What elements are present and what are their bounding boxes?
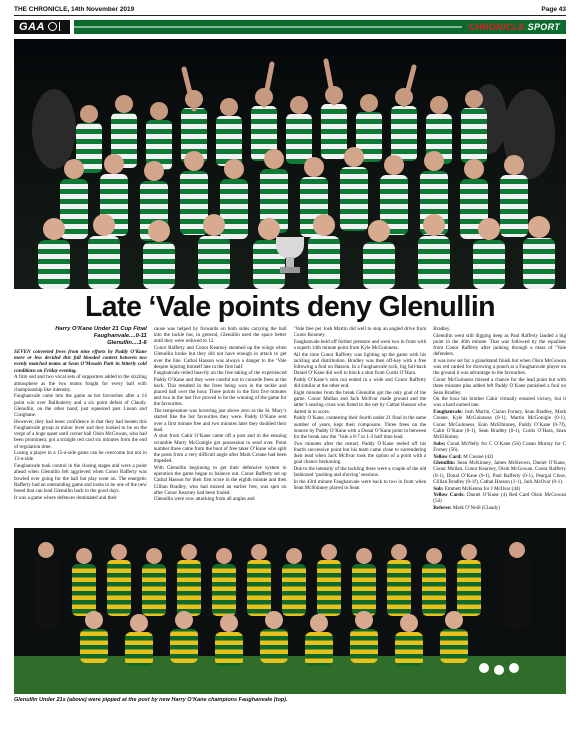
paragraph: Conor Rafferty and Conor Kearney steamed up the wings when Glenullin broke but they did not have enough in attack to get over the line. Cathal Hasson was always a danger to the ‘Vale despite injuring himself late in the first half.	[153, 345, 287, 370]
article-body	[14, 326, 566, 524]
masthead-title: THE CHRONICLE, 14th November 2019	[14, 5, 135, 13]
lead-paragraph: SEVEN converted frees from nine efforts by Paddy O’Kane more or less decided this full blooded contest between two evenly matched teams at Sean O’Mosain Park in bitterly cold conditions on Friday evening.	[14, 349, 147, 374]
paragraph: Losing a player in a 15-a-side game can be overcome but not in 13-a-side.	[14, 450, 147, 463]
paragraph: A firm sod and two vocal sets of supporters added to the sizzling atmosphere as the two teams fought for every ball with championship like intensity.	[14, 374, 147, 393]
paragraph: ‘Vale free per Josh Martin did well to stop an angled drive from Conor Kearney.	[293, 326, 427, 339]
paragraph: Glenullin were now attacking from all angles and	[153, 496, 255, 503]
section-header	[14, 19, 566, 35]
paragraph: Faughanvale took control in the closing stages and were a point ahead when Glenullin felt aggrieved when Conor Rafferty was bowled over going for the ball but play went on. The energetic Rafferty had an outstanding game and looks to be one of the new breed that can lead Glenullin back to the good days.	[14, 463, 147, 494]
photo-caption: Glenullin Under 21s (above) were pipped at the post by new Harry O’Kane champions Faughanvale (top).	[14, 697, 288, 703]
paragraph: It was now set for a grandstand finish but when Oisin McGowan was red carded for throwing a punch at a Faughanvale player on the ground it was advantage to the favourites.	[433, 358, 566, 377]
glenullin-lineup: Glenullin: Sean McKinney, James McKeown, Daniel O’Kane, Conor Mullan, Conor Kearney, Oisin McGowan, Conor Rafferty (0-1), Donal O’Kane (0-1), Paul Rafferty (0-1), Peargal Close, Cillian Bradley (0-1f), Cathal Hasson (1-1), Jack McIlvar (0-1).	[433, 460, 566, 485]
paragraph: Due to the intensity of the tackling there were a couple of the old fashioned ‘pushing and shoving’ sessions.	[293, 465, 427, 479]
gaa-logo: GAA	[14, 20, 70, 34]
referee: Referee: Mark O’Neill (Claudy)	[433, 505, 501, 512]
paragraph: With Glenullin beginning to get their defensive system in operation the game began to balance out. Conor Rafferty set up Cathal Hasson for their first score in the eighth minute and then Cillian Bradley, who had missed an earlier free, was spot on after Conor Kearney had been fouled.	[153, 464, 287, 496]
brand-main: CHRONICLE	[468, 22, 525, 32]
chronicle-sport-brand	[462, 20, 566, 34]
brand-sub: SPORT	[527, 22, 560, 32]
paragraph: Faughanvale held off further pressure and went two in front with a superb 14th minute point from Kyle McGuinness.	[293, 338, 427, 352]
glenullin-team-photo	[14, 528, 566, 694]
match-result-subhead: Harry O’Kane Under 21 Cup Final Faughanvale....0-11 Glenullin....1-6	[55, 326, 147, 346]
header-stripe	[74, 20, 463, 34]
paragraph: Paddy O’Kane, contesting their fourth under 21 final in the same number of years, kept their composure. Three frees on the bounce by Paddy O’Kane with a Donal O’Kane point in between for the break saw the ‘Vale a 0-7 to 1-3 half time lead.	[293, 415, 427, 440]
masthead-rule	[14, 15, 566, 16]
paragraph: cause was helped by forwards on both sides carrying the ball into the tackle but, in general, Glenullin used the space better until they were reduced to 12.	[153, 326, 287, 345]
paragraph: In the 43rd minute Faughanvale were back to two in front when Sean McShinney played in Sean	[293, 478, 427, 492]
article-headline: Late ‘Vale points deny Glenullin	[85, 291, 495, 323]
article-column-3	[294, 326, 427, 524]
paragraph: A shot from Cahir O’Kane came off a post and in the ensuing scramble Marty McGonigle got possession to send over. Point number three came from the boot of free taker O’Kane who split the posts from a very difficult angle after Mark Creane had been impeded.	[153, 433, 287, 465]
paragraph: The temperature was hovering just above zero as the St. Mary’s started like the hot favourites they were. Paddy O’Kane sent over a first minute free and two minutes later they doubled their lead.	[153, 408, 287, 433]
paragraph: On the hour his brother Cahir virtually ensured victory, but it was a hard earned one.	[433, 396, 566, 409]
paragraph: It was a game where defences dominated and their	[14, 494, 117, 501]
article-column-1	[14, 326, 147, 524]
faughanvale-subs: Subs: Conal McNelly for C O’Kane (56) Conan Murray for C Forney (56).	[433, 440, 566, 453]
faughanvale-photo-illustration	[14, 39, 566, 289]
glenullin-cards: Yellow Cards: Daniel O’Kane (4) Red Card Oisin McGowan (54)	[433, 492, 566, 505]
paragraph: Glenullin went still digging deep as Paul Rafferty landed a big point in the 46th minute. That was followed by the equaliser from Conor Rafferty after junking through a mass of ‘Vale defenders.	[433, 332, 566, 358]
paragraph: Conor McGuinness missed a chance for the lead point but with three minutes plus added left Paddy O’Kane punished a foul on Sean Bradley.	[433, 377, 566, 396]
gaa-ball-icon	[48, 22, 57, 31]
faughanvale-lineup: Faughanvale: Josh Martin, Ciaran Forney, Sean Bradley, Mark Creane, Kyle McGuinness (0-1), Martin McGonigle (0-1), Conor McGuinness, Eoin McElhinney, Paddy O’Kane (0-7f), Cahir O’Kane (0-1), Sean Bradley (0-1), Curtis O’Hara, Sean McElhinney.	[433, 409, 566, 440]
paragraph: Bradley.	[433, 326, 451, 332]
article-column-4	[433, 326, 566, 524]
paragraph: However, they had inner confidence in that they had beaten this Faughanvale group at minor level and they looked to be on the verge of a huge upset until corner ball Oisin McGowan, who had been prominent, got a straight red card six minutes from the end of regulation time.	[14, 418, 147, 450]
article-column-2	[154, 326, 287, 524]
faughanvale-team-photo	[14, 39, 566, 289]
paragraph: Eight minutes from the break Glenullin got the only goal of the game. Conor Mullan and Jack McIlvar made ground and the latter’s searing cross was fisted to the net by Cathal Hasson who darted in to score.	[293, 390, 427, 415]
paragraph: Faughanvale came into the game as hot favourites after a 14 point win over Ballinderry and a six point defeat of Claudy. Glenullin, on the other hand, just squeezed past Lissan and Craigbane.	[14, 393, 147, 419]
glenullin-subs: Sub: Emmett McKenna for J McIlvar (44)	[433, 485, 521, 492]
paragraph: Faughanvale relied heavily on the free taking of the experienced Paddy O’Kane and they were careful not to concede frees at the back. This resulted in the frees being won in the tackle and placed ball over the hour. Three points in the first five minutes and two in the last five proved to be the winning of the game for the favourites.	[153, 370, 287, 408]
page-number: Page 43	[541, 5, 566, 13]
masthead	[14, 4, 566, 14]
paragraph: Two minutes after the restart, Paddy O’Kane reeled off his fourth successive point but his team came close to surrendering their lead when Jack McIlvar took the option of a point with a goal chance beckoning.	[293, 440, 427, 466]
gaa-hurl-icon	[59, 22, 65, 31]
glenullin-photo-illustration	[14, 528, 566, 694]
paragraph: All the time Conor Rafferty was lighting up the game with his tackling and distribution. Bradley was then off-key with a free following a foul on Hasson. In a Faughanvale ruck, big full-back Daniel O’Kane did well to block a shot from Curtis O’Hara.	[293, 351, 427, 377]
faughanvale-yellow-card: Yellow Card: M Creane (42)	[433, 453, 494, 460]
paragraph: Paddy O’Kane’s solo run ended in a wide and Conor Rafferty did similar at the other end.	[293, 377, 427, 390]
